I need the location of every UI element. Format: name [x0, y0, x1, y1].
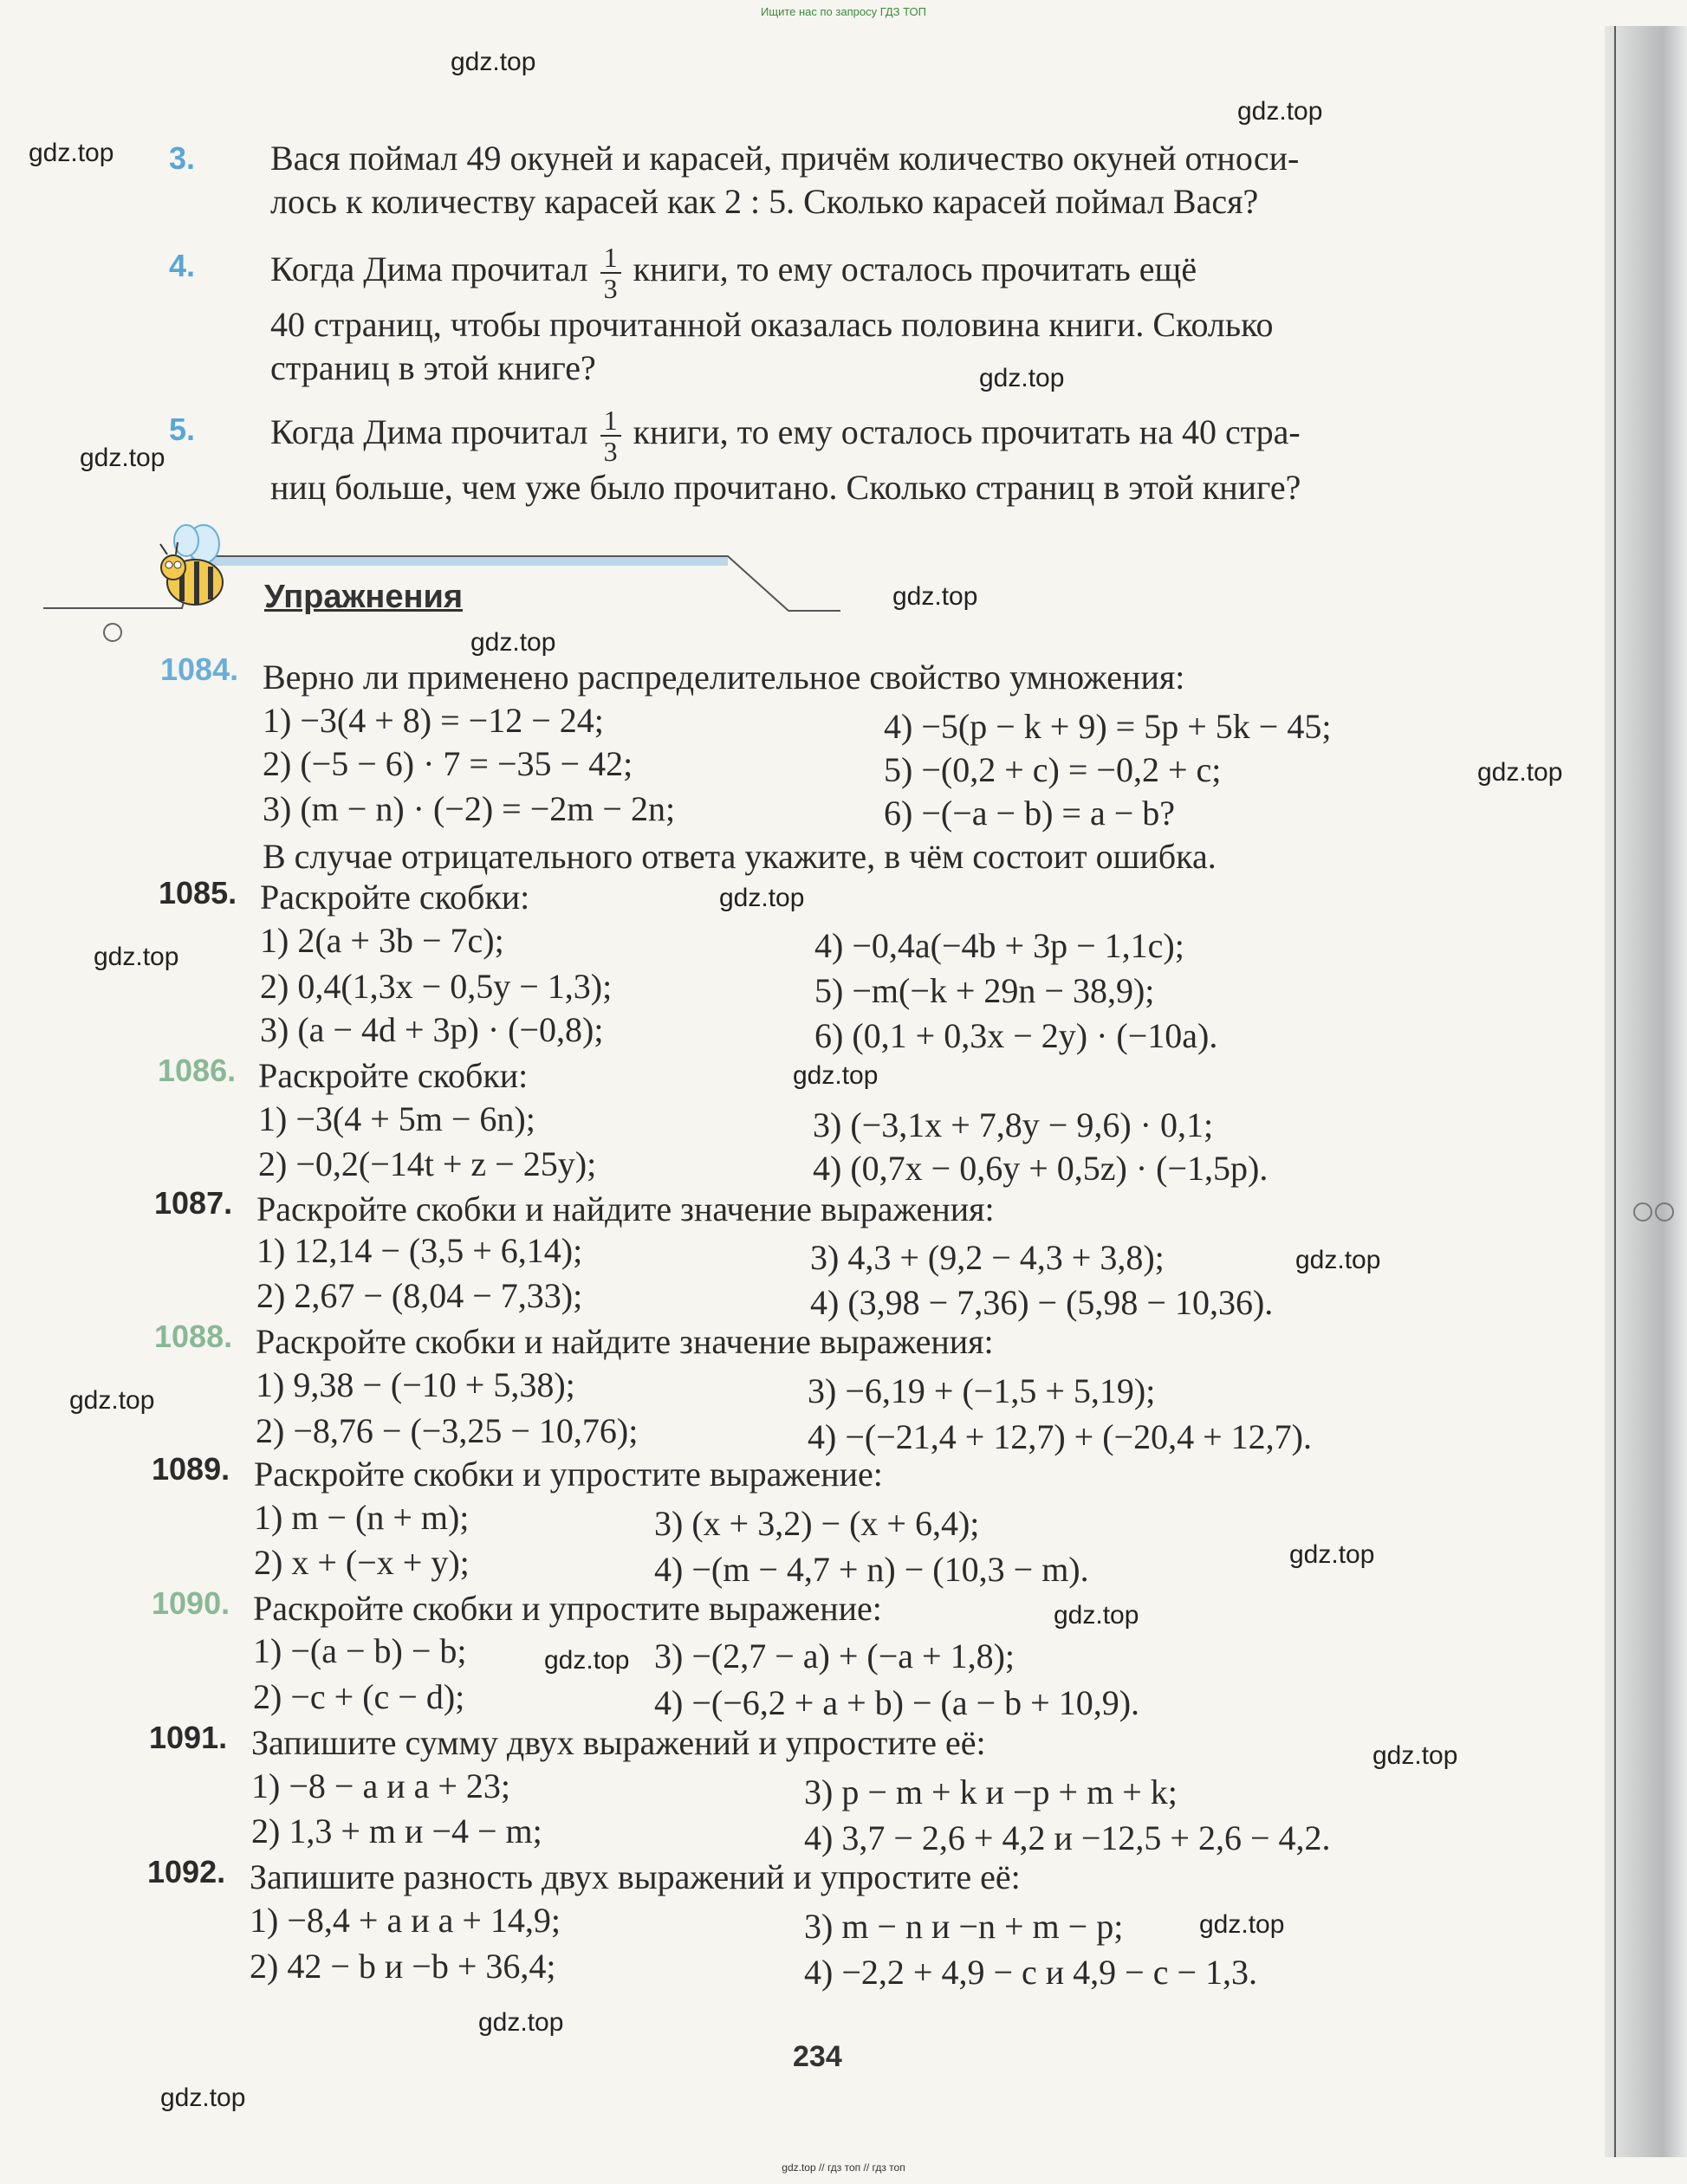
exercise-item: 6) −(−a − b) = a − b?	[884, 794, 1176, 833]
exercise-title: Раскройте скобки:	[260, 878, 530, 917]
exercise-item: 4) −0,4a(−4b + 3p − 1,1c);	[814, 926, 1184, 965]
exercise-number: 1084.	[160, 651, 239, 687]
exercise-number: 1088.	[154, 1319, 233, 1354]
exercise-item: 2) −8,76 − (−3,25 − 10,76);	[256, 1411, 639, 1450]
exercise-number: 1085.	[159, 875, 237, 911]
exercise-item: 4) −5(p − k + 9) = 5p + 5k − 45;	[884, 707, 1332, 746]
exercise-item: 3) −(2,7 − a) + (−a + 1,8);	[654, 1636, 1015, 1675]
exercise-item: 4) (3,98 − 7,36) − (5,98 − 10,36).	[810, 1283, 1274, 1322]
exercise-item: 5) −m(−k + 29n − 38,9);	[814, 971, 1155, 1010]
exercise-item: 1) 2(a + 3b − 7c);	[260, 921, 504, 960]
exercise-item: 1) −8 − a и a + 23;	[251, 1766, 511, 1805]
exercise-title: Раскройте скобки и упростите выражение:	[254, 1455, 883, 1494]
exercise-item: 3) −6,19 + (−1,5 + 5,19);	[808, 1371, 1156, 1410]
exercise-item: 3) p − m + k и −p + m + k;	[804, 1772, 1178, 1811]
exercise-item: 2) 0,4(1,3x − 0,5y − 1,3);	[260, 967, 613, 1006]
task-number: 5.	[169, 412, 196, 447]
exercise-item: 3) (a − 4d + 3p) · (−0,8);	[260, 1010, 604, 1049]
footer-note: gdz.top // гдз топ // гдз топ	[782, 2161, 905, 2174]
page-number: 234	[793, 2040, 842, 2073]
exercise-item: 4) (0,7x − 0,6y + 0,5z) · (−1,5p).	[813, 1149, 1268, 1188]
exercise-item: 3) (−3,1x + 7,8y − 9,6) · 0,1;	[813, 1105, 1214, 1144]
watermark: gdz.top	[470, 628, 556, 657]
exercise-item: 1) −(a − b) − b;	[253, 1631, 467, 1670]
watermark: gdz.top	[478, 2008, 564, 2037]
exercise-item: 5) −(0,2 + c) = −0,2 + c;	[884, 750, 1222, 789]
watermark: gdz.top	[1477, 758, 1563, 787]
exercise-item: 2) 2,67 − (8,04 − 7,33);	[256, 1276, 583, 1315]
watermark: gdz.top	[1199, 1910, 1285, 1939]
exercise-item: 2) 42 − b и −b + 36,4;	[250, 1947, 556, 1986]
exercise-title: Верно ли применено распределительное свойство умножения:	[263, 658, 1185, 697]
binding-hole-icon	[1633, 1202, 1652, 1222]
exercise-title: Раскройте скобки и найдите значение выражения:	[256, 1322, 994, 1361]
section-title: Упражнения	[264, 579, 464, 615]
exercise-item: 2) −0,2(−14t + z − 25y);	[258, 1144, 597, 1183]
exercise-item: 2) (−5 − 6) · 7 = −35 − 42;	[263, 744, 633, 783]
exercise-item: 2) −c + (c − d);	[253, 1677, 465, 1716]
watermark: gdz.top	[69, 1386, 155, 1415]
exercise-number: 1087.	[154, 1185, 233, 1221]
exercise-item: 4) 3,7 − 2,6 + 4,2 и −12,5 + 2,6 − 4,2.	[804, 1818, 1331, 1857]
binding-hole-icon	[1655, 1202, 1674, 1222]
exercise-title: Раскройте скобки и найдите значение выражения:	[256, 1189, 995, 1228]
exercise-number: 1086.	[158, 1053, 237, 1088]
watermark: gdz.top	[451, 48, 536, 76]
exercise-item: 1) 12,14 − (3,5 + 6,14);	[256, 1231, 583, 1270]
exercise-title: Запишите разность двух выражений и упростите её:	[250, 1857, 1021, 1896]
watermark: gdz.top	[793, 1061, 879, 1090]
exercise-title: Раскройте скобки:	[258, 1056, 529, 1095]
exercise-item: 1) −8,4 + a и a + 14,9;	[250, 1901, 561, 1940]
exercise-title: Раскройте скобки и упростите выражение:	[253, 1589, 882, 1628]
exercise-item: 4) −2,2 + 4,9 − c и 4,9 − c − 1,3.	[804, 1953, 1258, 1992]
task-number: 3.	[169, 140, 196, 176]
watermark: gdz.top	[544, 1646, 630, 1675]
exercise-item: 1) m − (n + m);	[254, 1498, 470, 1537]
watermark: gdz.top	[1295, 1246, 1381, 1274]
exercise-item: 3) (x + 3,2) − (x + 6,4);	[654, 1504, 980, 1543]
exercise-item: 4) −(m − 4,7 + n) − (10,3 − m).	[654, 1550, 1089, 1589]
watermark: gdz.top	[1289, 1540, 1375, 1569]
exercise-item: 4) −(−21,4 + 12,7) + (−20,4 + 12,7).	[808, 1417, 1312, 1456]
watermark: gdz.top	[160, 2084, 246, 2112]
watermark: gdz.top	[892, 582, 978, 611]
exercise-item: 1) −3(4 + 8) = −12 − 24;	[263, 701, 604, 740]
exercise-item: 2) 1,3 + m и −4 − m;	[251, 1811, 542, 1850]
watermark: gdz.top	[979, 364, 1065, 392]
task-number: 4.	[169, 248, 196, 283]
watermark: gdz.top	[719, 884, 805, 912]
task-text: Когда Дима прочитал $\frac{1}{3}$ книги, то ему осталось прочитать ещё 40 страниц, чтобы прочитанной оказалась половина книги. Сколько страниц в этой книге?	[270, 241, 1274, 387]
exercise-item: 3) m − n и −n + m − p;	[804, 1907, 1124, 1946]
fraction-one-third: $\frac{1}{3}$	[600, 243, 621, 303]
exercise-number: 1092.	[147, 1854, 226, 1889]
exercise-item: 4) −(−6,2 + a + b) − (a − b + 10,9).	[654, 1683, 1140, 1722]
exercise-item: 3) (m − n) · (−2) = −2m − 2n;	[263, 789, 676, 828]
exercise-item: 1) −3(4 + 5m − 6n);	[258, 1099, 535, 1138]
bee-icon	[152, 520, 238, 615]
exercise-item: 2) x + (−x + y);	[254, 1543, 470, 1582]
watermark: gdz.top	[1237, 97, 1323, 126]
header-note: Ищите нас по запросу ГДЗ ТОП	[761, 5, 926, 18]
exercise-number: 1090.	[152, 1585, 230, 1621]
fraction-one-third: $\frac{1}{3}$	[600, 405, 621, 466]
exercise-title: Запишите сумму двух выражений и упростите её:	[251, 1723, 986, 1762]
watermark: gdz.top	[94, 943, 179, 971]
watermark: gdz.top	[1372, 1741, 1458, 1770]
exercise-item: 3) 4,3 + (9,2 − 4,3 + 3,8);	[810, 1238, 1165, 1277]
watermark: gdz.top	[80, 444, 165, 472]
task-text: Вася поймал 49 окуней и карасей, причём количество окуней относи- лось к количеству карасей как 2 : 5. Сколько карасей поймал Вася?	[270, 139, 1300, 221]
task-text: Когда Дима прочитал $\frac{1}{3}$ книги, то ему осталось прочитать на 40 стра- ниц больше, чем уже было прочитано. Сколько страниц в этой книге?	[270, 404, 1301, 507]
exercise-note: В случае отрицательного ответа укажите, в чём состоит ошибка.	[263, 837, 1217, 876]
watermark: gdz.top	[1054, 1601, 1139, 1630]
watermark: gdz.top	[29, 139, 114, 167]
exercise-item: 6) (0,1 + 0,3x − 2y) · (−10a).	[814, 1016, 1218, 1055]
exercise-number: 1091.	[149, 1720, 228, 1755]
exercise-number: 1089.	[152, 1451, 230, 1487]
exercise-item: 1) 9,38 − (−10 + 5,38);	[256, 1365, 575, 1404]
